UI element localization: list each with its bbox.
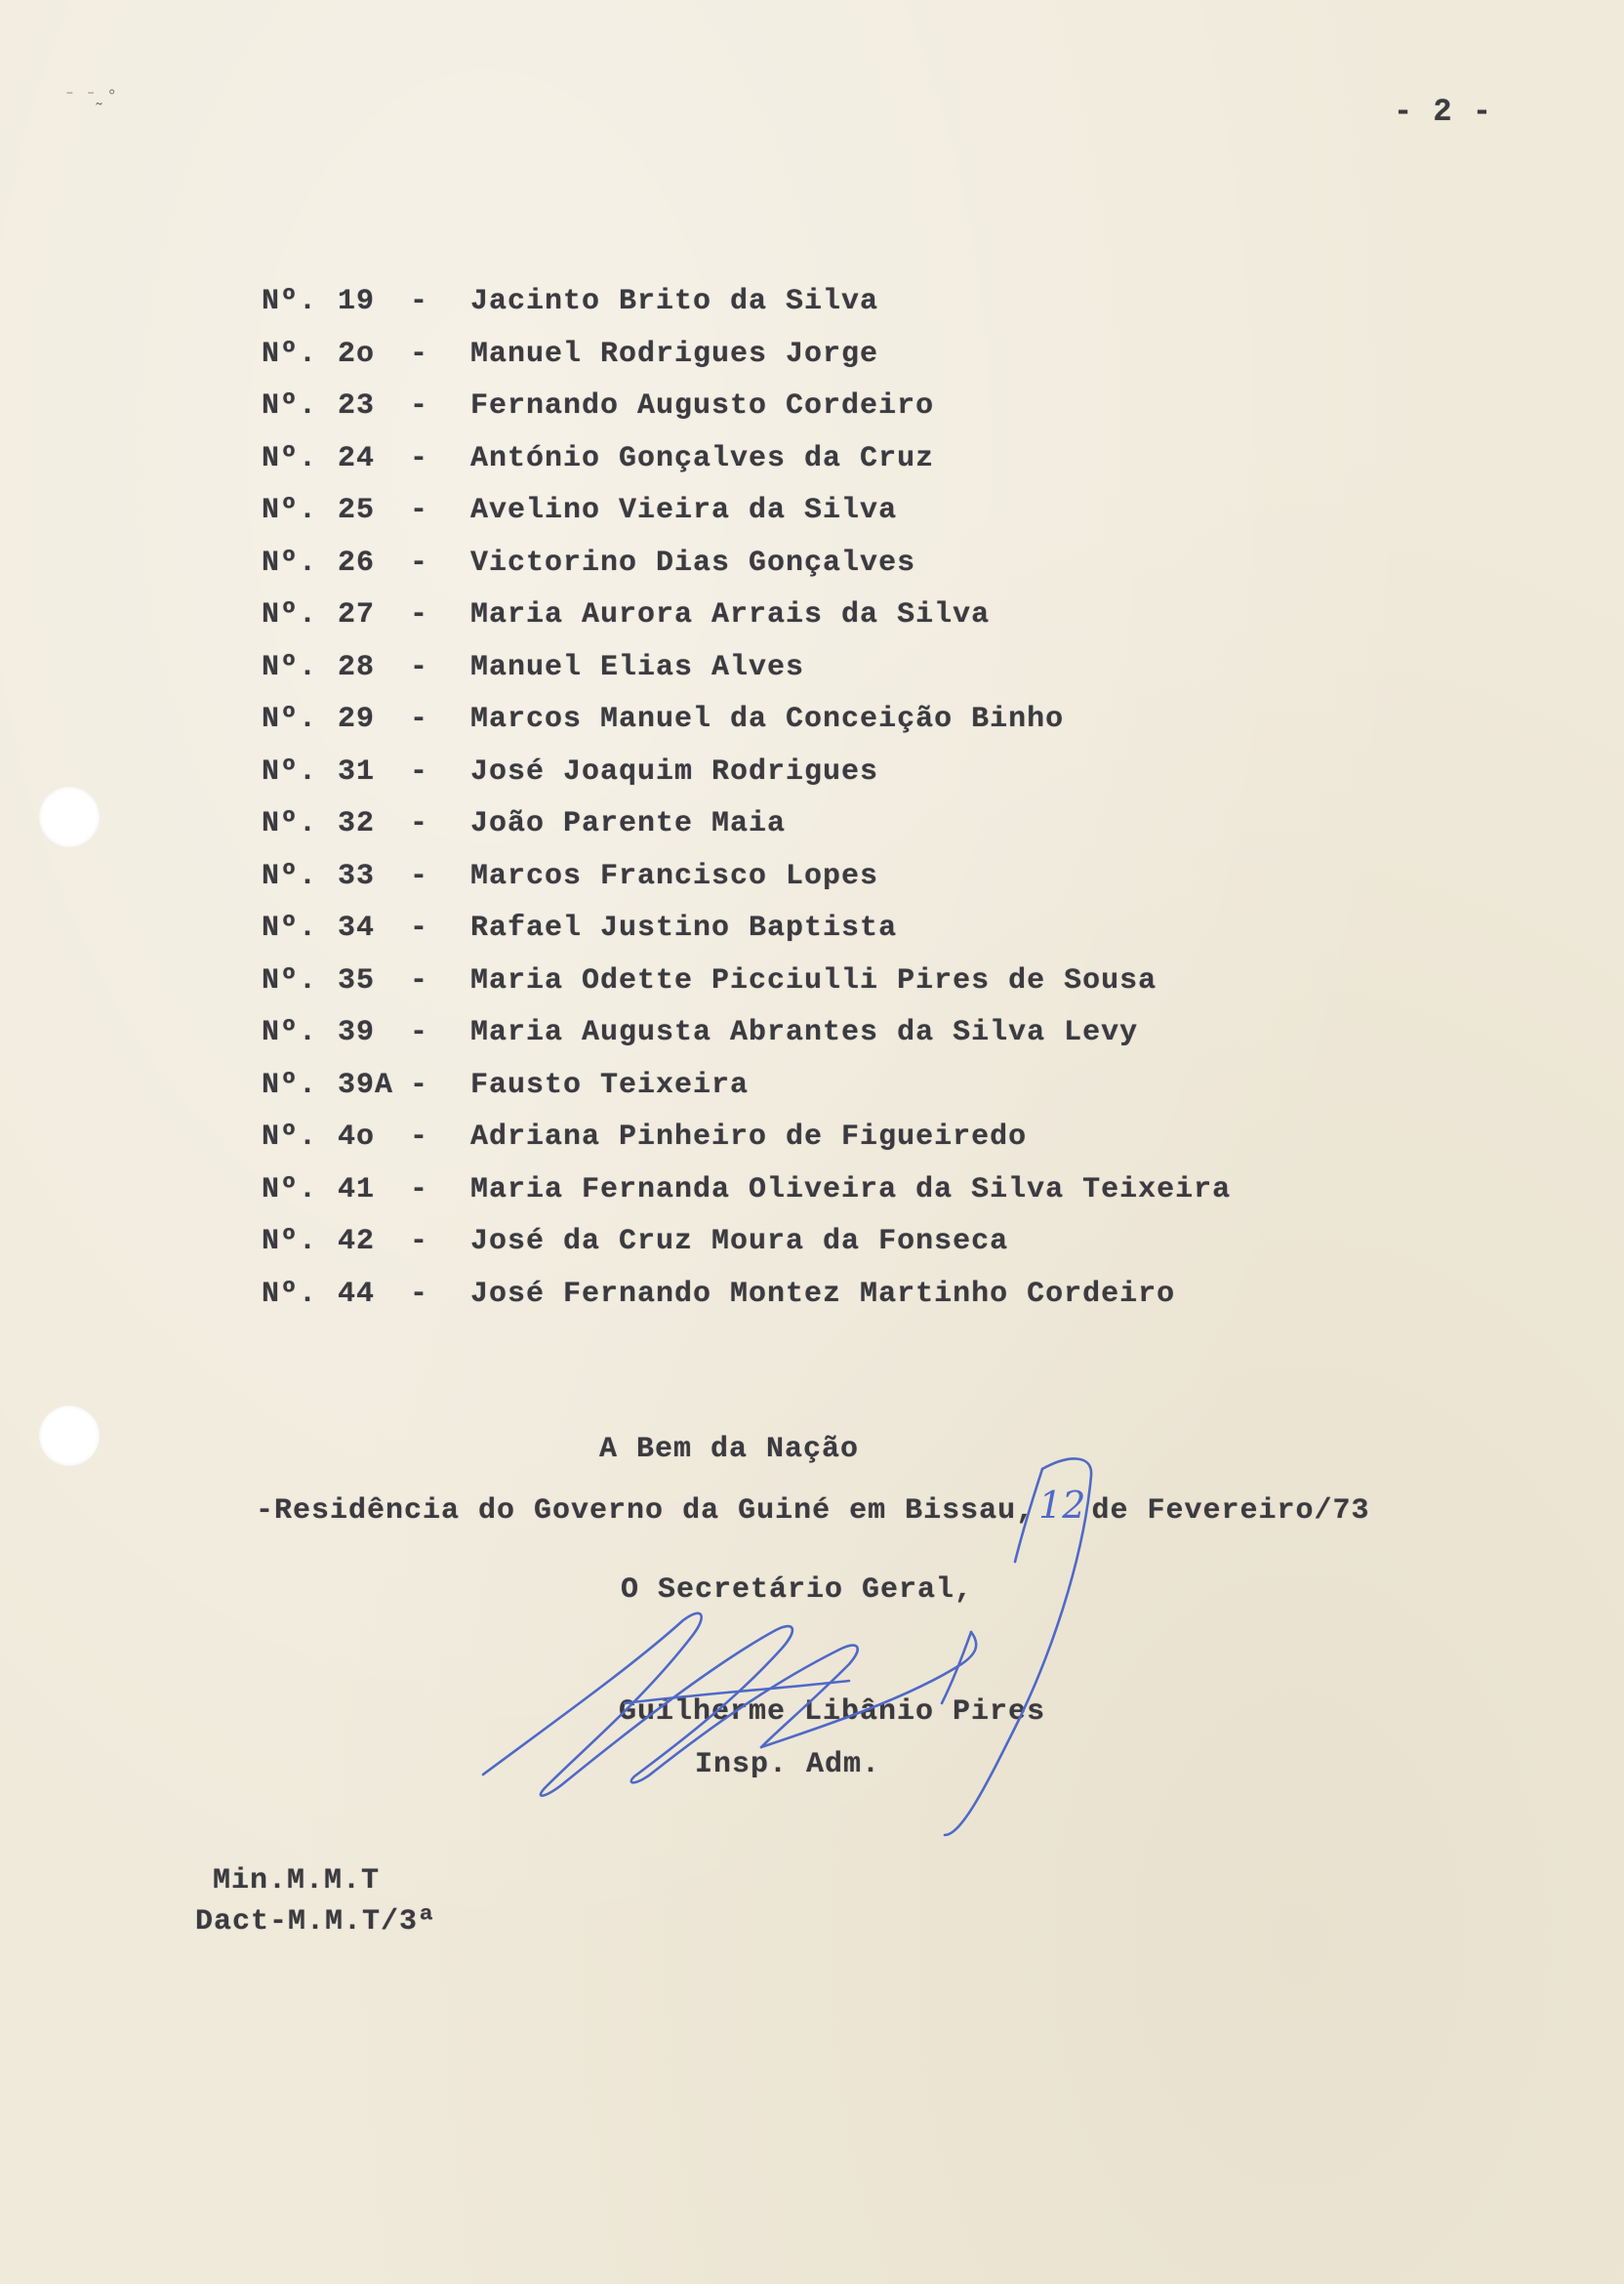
entry-label: Nº. bbox=[262, 1121, 318, 1154]
entry-number: 42 bbox=[338, 1225, 376, 1258]
entry-label: Nº. bbox=[262, 546, 318, 580]
entry-name: Manuel Elias Alves bbox=[470, 650, 805, 684]
list-item bbox=[262, 1069, 1433, 1122]
entry-dash: - bbox=[410, 546, 429, 580]
entry-name: Fausto Teixeira bbox=[470, 1068, 750, 1102]
entry-dash: - bbox=[410, 494, 429, 527]
entry-label: Nº. bbox=[262, 1225, 318, 1258]
entry-name: José da Cruz Moura da Fonseca bbox=[470, 1225, 1009, 1258]
list-item bbox=[262, 1016, 1433, 1069]
entry-dash: - bbox=[410, 389, 429, 423]
list-item bbox=[262, 1278, 1433, 1330]
signatory-name: Guilherme Libânio Pires bbox=[619, 1695, 1046, 1729]
punch-hole-top bbox=[39, 787, 100, 847]
entry-number: 19 bbox=[338, 285, 376, 318]
entry-number: 44 bbox=[338, 1277, 376, 1311]
entry-label: Nº. bbox=[262, 807, 318, 840]
list-item bbox=[262, 912, 1433, 964]
date-text: de Fevereiro/73 bbox=[1091, 1494, 1370, 1528]
entry-label: Nº. bbox=[262, 963, 318, 998]
entry-name: José Fernando Montez Martinho Cordeiro bbox=[470, 1277, 1176, 1311]
list-item bbox=[262, 338, 1433, 390]
entry-label: Nº. bbox=[262, 703, 318, 736]
list-item bbox=[262, 755, 1433, 808]
entry-number: 26 bbox=[338, 546, 376, 580]
list-item bbox=[262, 860, 1433, 913]
entry-name: Fernando Augusto Cordeiro bbox=[470, 389, 935, 423]
entry-dash: - bbox=[410, 755, 429, 789]
entry-number: 27 bbox=[338, 598, 376, 632]
list-item bbox=[262, 807, 1433, 860]
punch-hole-bottom bbox=[39, 1406, 100, 1466]
reference-line-1: Min.M.M.T bbox=[213, 1864, 381, 1897]
list-item bbox=[262, 1225, 1433, 1278]
stray-mark: ⁻ ⁻˷° bbox=[64, 88, 118, 107]
entry-dash: - bbox=[410, 963, 429, 998]
entry-name: Maria Odette Picciulli Pires de Sousa bbox=[470, 963, 1157, 998]
closing-motto: A Bem da Nação bbox=[599, 1433, 860, 1466]
list-item bbox=[262, 389, 1433, 442]
entry-dash: - bbox=[410, 912, 429, 945]
entry-name: Marcos Francisco Lopes bbox=[470, 859, 879, 893]
list-item bbox=[262, 494, 1433, 547]
entry-label: Nº. bbox=[262, 1016, 318, 1049]
entry-number: 28 bbox=[338, 650, 376, 684]
entry-dash: - bbox=[410, 1121, 429, 1154]
entry-label: Nº. bbox=[262, 494, 318, 527]
entry-number: 24 bbox=[338, 441, 376, 475]
name-list bbox=[262, 285, 1433, 1329]
entry-dash: - bbox=[410, 807, 429, 840]
page-number: - 2 - bbox=[1394, 94, 1493, 130]
entry-name: Rafael Justino Baptista bbox=[470, 912, 898, 945]
entry-number: 41 bbox=[338, 1172, 376, 1206]
entry-dash: - bbox=[410, 1016, 429, 1049]
list-item bbox=[262, 964, 1433, 1017]
signatory-rank: Insp. Adm. bbox=[695, 1748, 881, 1781]
entry-label: Nº. bbox=[262, 1277, 318, 1311]
entry-label: Nº. bbox=[262, 285, 318, 318]
entry-dash: - bbox=[410, 650, 429, 684]
entry-name: João Parente Maia bbox=[470, 807, 787, 840]
list-item bbox=[262, 651, 1433, 704]
entry-dash: - bbox=[410, 1172, 429, 1206]
entry-name: Marcos Manuel da Conceição Binho bbox=[470, 703, 1065, 736]
list-item bbox=[262, 1121, 1433, 1173]
reference-line-2: Dact-M.M.T/3ª bbox=[195, 1905, 437, 1938]
entry-label: Nº. bbox=[262, 755, 318, 789]
entry-number: 39 bbox=[338, 1016, 376, 1049]
entry-number: 35 bbox=[338, 963, 376, 998]
entry-dash: - bbox=[410, 1068, 429, 1102]
entry-number: 4o bbox=[338, 1121, 376, 1154]
entry-number: 34 bbox=[338, 912, 376, 945]
entry-label: Nº. bbox=[262, 441, 318, 475]
entry-label: Nº. bbox=[262, 1068, 318, 1102]
entry-dash: - bbox=[410, 598, 429, 632]
list-item bbox=[262, 442, 1433, 495]
entry-number: 25 bbox=[338, 494, 376, 527]
list-item bbox=[262, 285, 1433, 338]
handwritten-day: 12 bbox=[1038, 1484, 1086, 1527]
entry-name: Avelino Vieira da Silva bbox=[470, 494, 898, 527]
entry-dash: - bbox=[410, 859, 429, 893]
entry-label: Nº. bbox=[262, 912, 318, 945]
entry-name: Victorino Dias Gonçalves bbox=[470, 546, 916, 580]
list-item bbox=[262, 703, 1433, 755]
entry-number: 29 bbox=[338, 703, 376, 736]
entry-label: Nº. bbox=[262, 389, 318, 423]
entry-dash: - bbox=[410, 1277, 429, 1311]
entry-label: Nº. bbox=[262, 337, 318, 371]
entry-name: Adriana Pinheiro de Figueiredo bbox=[470, 1121, 1028, 1154]
entry-label: Nº. bbox=[262, 1172, 318, 1206]
entry-number: 39A bbox=[338, 1068, 394, 1102]
entry-number: 31 bbox=[338, 755, 376, 789]
entry-name: José Joaquim Rodrigues bbox=[470, 755, 879, 789]
list-item bbox=[262, 1173, 1433, 1226]
entry-number: 2o bbox=[338, 337, 376, 371]
entry-name: António Gonçalves da Cruz bbox=[470, 441, 935, 475]
entry-number: 32 bbox=[338, 807, 376, 840]
entry-name: Maria Augusta Abrantes da Silva Levy bbox=[470, 1016, 1139, 1049]
entry-name: Maria Aurora Arrais da Silva bbox=[470, 598, 991, 632]
entry-name: Manuel Rodrigues Jorge bbox=[470, 337, 879, 371]
list-item bbox=[262, 547, 1433, 599]
entry-label: Nº. bbox=[262, 598, 318, 632]
entry-dash: - bbox=[410, 285, 429, 318]
entry-dash: - bbox=[410, 441, 429, 475]
list-item bbox=[262, 598, 1433, 651]
entry-number: 33 bbox=[338, 859, 376, 893]
place-text: -Residência do Governo da Guiné em Bissau, bbox=[256, 1494, 1035, 1528]
entry-number: 23 bbox=[338, 389, 376, 423]
entry-name: Jacinto Brito da Silva bbox=[470, 285, 879, 318]
entry-dash: - bbox=[410, 703, 429, 736]
signatory-title: O Secretário Geral, bbox=[621, 1573, 974, 1607]
entry-dash: - bbox=[410, 1225, 429, 1258]
entry-dash: - bbox=[410, 337, 429, 371]
place-and-date bbox=[256, 1484, 1370, 1528]
entry-label: Nº. bbox=[262, 650, 318, 684]
entry-name: Maria Fernanda Oliveira da Silva Teixeira bbox=[470, 1172, 1232, 1206]
entry-label: Nº. bbox=[262, 859, 318, 893]
